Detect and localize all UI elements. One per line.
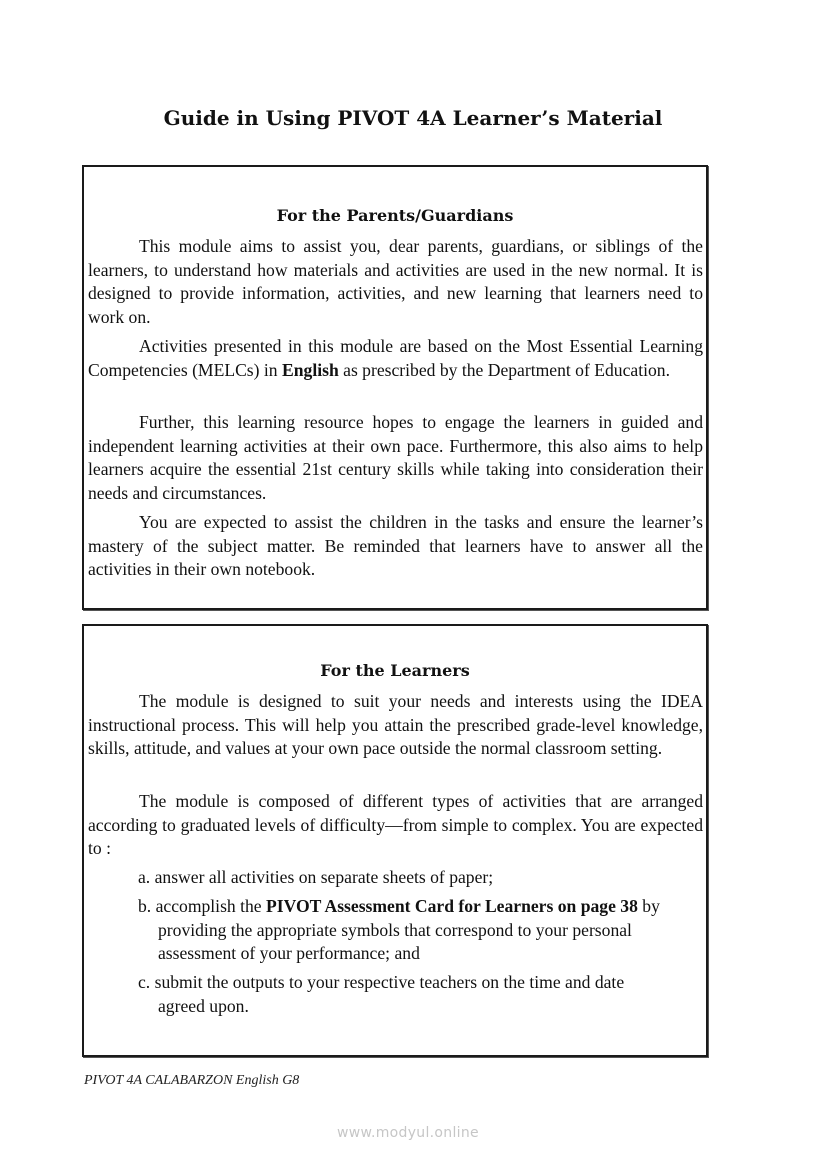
parents-paragraph-4: You are expected to assist the children in the tasks and ensure the learner’s mastery of the subject matter. Be reminded that learners have to answer all the activities in their own notebook. [88,512,703,579]
footer-text: PIVOT 4A CALABARZON English G8 [84,1073,300,1088]
learners-paragraph-2: The module is composed of different types of activities that are arranged according to graduated levels of difficulty—from simple to complex. You are expected to : [88,791,703,858]
list-item-a: a. answer all activities on separate sheets of paper; [138,867,494,887]
list-item-b-tail: by providing the appropriate symbols that correspond to your personal assessment of your performance; and [158,896,660,963]
parents-paragraph-2-text: Activities presented in this module are based on the Most Essential Learning Competencies (MELCs) in [88,336,703,380]
list-item-b-text: b. accomplish the [138,896,267,916]
subject-name: English [282,359,339,380]
page-title: Guide in Using PIVOT 4A Learner’s Material [163,106,663,130]
parents-heading: For the Parents/Guardians [276,206,514,225]
list-item-c: c. submit the outputs to your respective teachers on the time and date agreed upon. [138,972,625,1016]
assessment-card-reference: PIVOT Assessment Card for Learners on page 38 [266,896,638,916]
parents-paragraph-2 [88,335,703,382]
parents-paragraph-3: Further, this learning resource hopes to engage the learners in guided and independent learning activities at their own pace. Furthermore, this also aims to help learners acquire the essential 21st century skills while taking into consideration their needs and circumstances. [88,412,703,503]
learners-paragraph-1: The module is designed to suit your needs and interests using the IDEA instructional process. This will help you attain the prescribed grade-level knowledge, skills, attitude, and values at your own pace outside the normal classroom setting. [88,691,703,758]
learners-heading: For the Learners [320,661,470,680]
parents-paragraph-1: This module aims to assist you, dear parents, guardians, or siblings of the learners, to understand how materials and activities are used in the new normal. It is designed to provide information, activities, and new learning that learners need to work on. [88,236,703,327]
list-item-b [138,895,688,966]
watermark: www.modyul.online [337,1125,479,1141]
parents-paragraph-2-tail: as prescribed by the Department of Education. [338,359,670,380]
parents-guardians-box [82,165,708,610]
learners-box [82,624,708,1057]
